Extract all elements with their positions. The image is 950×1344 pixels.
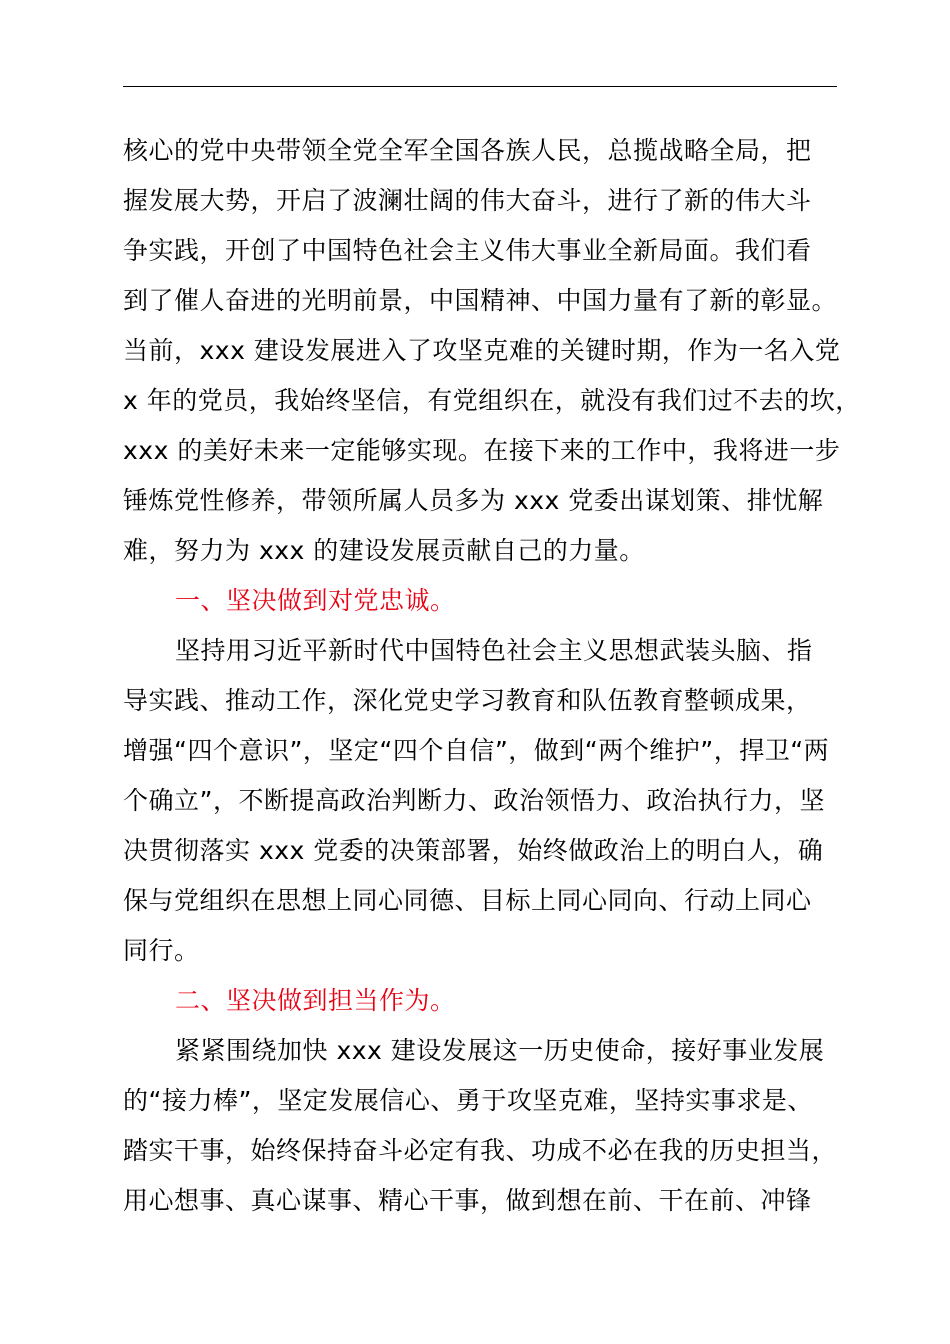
paragraph-line: 踏实干事，始终保持奋斗必定有我、功成不必在我的历史担当， [123,1136,838,1165]
paragraph-line: 决贯彻落实 xxx 党委的决策部署，始终做政治上的明白人，确 [123,836,824,865]
paragraph-line: 用心想事、真心谋事、精心干事，做到想在前、干在前、冲锋 [123,1186,812,1215]
document-body [123,126,861,1226]
paragraph-line: 个确立”，不断提高政治判断力、政治领悟力、政治执行力，坚 [123,786,825,815]
paragraph-line: 保与党组织在思想上同心同德、目标上同心同向、行动上同心 [123,886,812,915]
paragraph-line: 紧紧围绕加快 xxx 建设发展这一历史使命，接好事业发展 [175,1036,825,1065]
paragraph-line: x 年的党员，我始终坚信，有党组织在，就没有我们过不去的坎， [123,386,861,415]
paragraph-line: 握发展大势，开启了波澜壮阔的伟大奋斗，进行了新的伟大斗 [123,186,812,215]
paragraph-line: 难，努力为 xxx 的建设发展贡献自己的力量。 [123,536,645,565]
paragraph-line: 坚持用习近平新时代中国特色社会主义思想武装头脑、指 [175,636,813,665]
paragraph-line: 核心的党中央带领全党全军全国各族人民，总揽战略全局，把 [123,136,812,165]
paragraph-line: xxx 的美好未来一定能够实现。在接下来的工作中，我将进一步 [123,436,841,465]
paragraph-line: 增强“四个意识”，坚定“四个自信”，做到“两个维护”，捍卫“两 [123,736,830,765]
section-heading-1: 一、坚决做到对党忠诚。 [175,586,456,615]
paragraph-line: 到了催人奋进的光明前景，中国精神、中国力量有了新的彰显。 [123,286,838,315]
paragraph-line: 同行。 [123,936,200,965]
section-heading-2: 二、坚决做到担当作为。 [175,986,456,1015]
paragraph-line: 的“接力棒”，坚定发展信心、勇于攻坚克难，坚持实事求是、 [123,1086,813,1115]
paragraph-line: 争实践，开创了中国特色社会主义伟大事业全新局面。我们看 [123,236,812,265]
paragraph-line: 当前，xxx 建设发展进入了攻坚克难的关键时期，作为一名入党 [123,336,841,365]
paragraph-line: 导实践、推动工作，深化党史学习教育和队伍教育整顿成果， [123,686,812,715]
paragraph-line: 锤炼党性修养，带领所属人员多为 xxx 党委出谋划策、排忧解 [123,486,824,515]
header-rule [123,86,837,87]
